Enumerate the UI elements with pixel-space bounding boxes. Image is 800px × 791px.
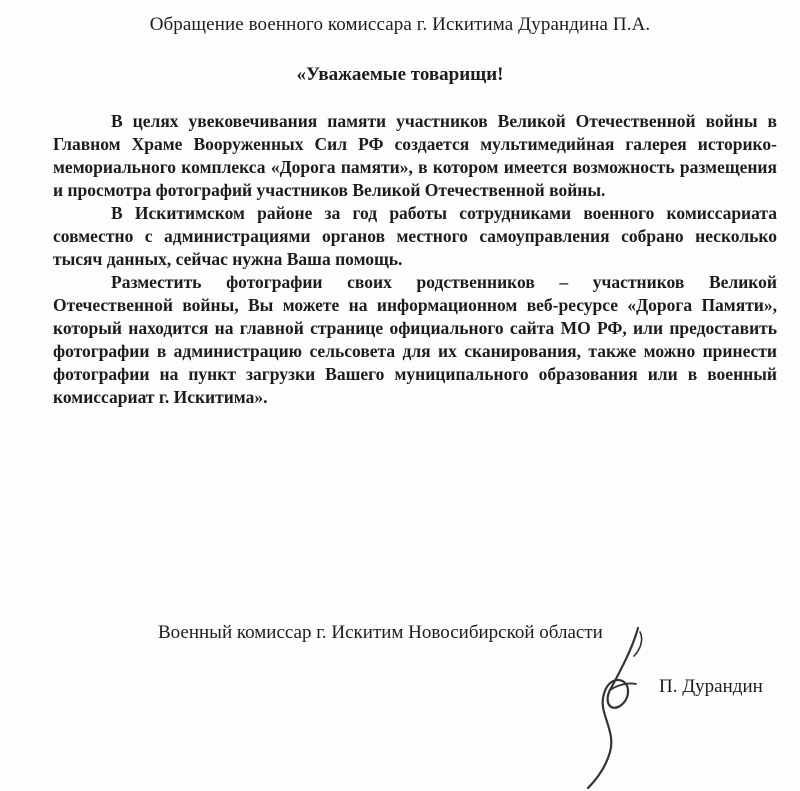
- letter-body: [53, 110, 777, 409]
- paragraph: В целях увековечивания памяти участников Великой Отечественной войны в Главном Храме Вооруженных Сил РФ создается мультимедийная галерея историко-мемориального комплекса «Дорога памяти», в котором имеется возможность размещения и просмотра фотографий участников Великой Отечественной войны.: [53, 111, 777, 200]
- paragraph: Разместить фотографии своих родственников – участников Великой Отечественной войны, Вы можете на информационном веб-ресурсе «Дорога Памяти», который находится на главной странице официального сайта МО РФ, или предоставить фотографии в администрацию сельсовета для их сканирования, также можно принести фотографии на пункт загрузки Вашего муниципального образования или в военный комиссариат г. Искитима».: [53, 272, 777, 407]
- signature-name: П. Дурандин: [659, 676, 763, 697]
- handwritten-signature: [540, 620, 660, 791]
- salutation: «Уважаемые товарищи!: [296, 64, 504, 85]
- signature-title: Военный комиссар г. Искитим Новосибирской области: [158, 622, 603, 643]
- letter-heading: Обращение военного комиссара г. Искитима Дурандина П.А.: [149, 14, 651, 35]
- paragraph: В Искитимском районе за год работы сотрудниками военного комиссариата совместно с администрациями органов местного самоуправления собрано несколько тысяч данных, сейчас нужна Ваша помощь.: [53, 203, 777, 269]
